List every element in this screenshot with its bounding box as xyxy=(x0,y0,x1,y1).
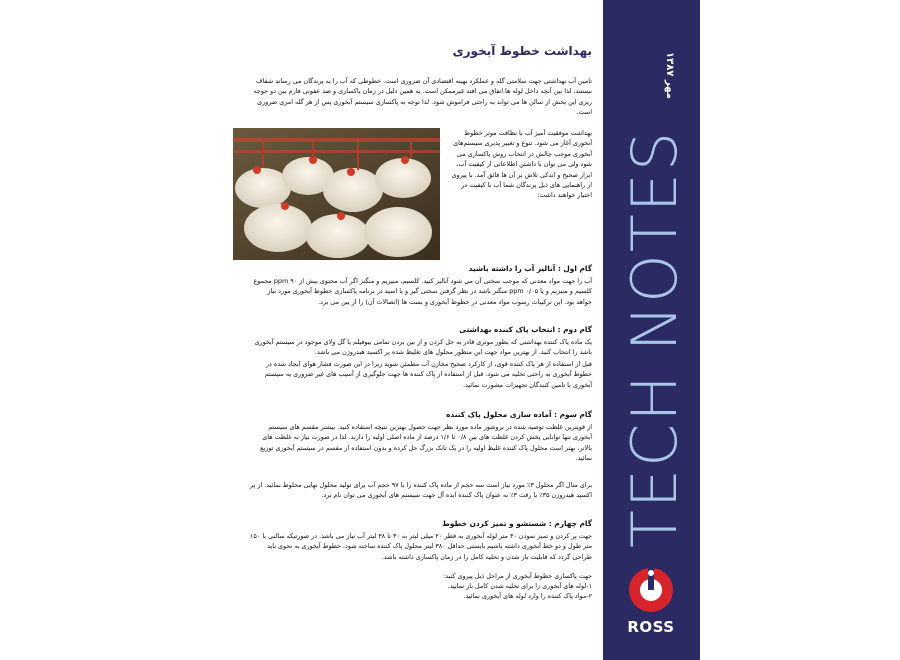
step4-list-item-1: ۱-لوله های آبخوری را برای تخلیه شدن کامل باز نمایید. xyxy=(447,582,592,590)
step3-body-1: از قویترین غلظت توصیه شده در بروشور ماده مورد نظر جهت حصول بهترین نتیجه استفاده کنید. بیشتر مقسم های سیستم آبخوری تنها توانایی پخش کردن غلظت های بین ۰/۸ تا ۱/۶ درصد از ماده اصلی اولیه را دارند. لذا در صورت نیاز به غلظت های بالاتر، بهتر است محلول پاک کننده غلیظ اولیه را در یک تانک بزرگ حل کرده و بدون استفاده از مقسم در سیستم آبخوری توزیع نمائید. xyxy=(260,423,592,463)
step2-body-1: یک ماده پاک کننده بهداشتی که بطور موثری قادر به حل کردن و از بین بردن تمامی بیوفیلم یا گل ولای موجود در سیستم آبخوری باشد را انتخاب کنید. از بهترین مواد جهت این منظور محلول های تغلیظ شده پر اکسید هیدروژن می باشد. xyxy=(254,338,592,357)
step4-list-item-2: ۲-مواد پاک کننده را وارد لوله های آبخوری نمائید. xyxy=(463,592,592,600)
ross-logo-icon xyxy=(623,560,679,618)
step3-body-2: برای مثال اگر محلول ۳٪ مورد نیاز است سه حجم از ماده پاک کننده را با ۹۷ حجم آب برای تولید محلول نهایی مخلوط نمائید. از پر اکسید هیدروژن ۳۵٪ یا رقت ۳٪ به عنوان پاک کننده ایده آل جهت سیستم های آبخوری می توان نام برد. xyxy=(250,481,592,500)
chicken-photo xyxy=(233,128,440,260)
series-title: TECH NOTES xyxy=(618,129,691,548)
article-title: بهداشت خطوط آبخوری xyxy=(452,44,592,58)
intro-paragraph: تامین آب بهداشتی جهت سلامتی گله و عملکرد بهینه اقتصادی آن ضروری است. خطوطی که آب را به پرندگان می رساند شفاف نیستند، لذا بین آنچه داخل لوله ها اتفاق می افتد غیرممکن است. به همین دلیل در زمان پاکسازی و ضد عفونی فارم بین دو جوجه ریزی این بخش از سالن ها می تواند به راحتی فراموش شود. لذا توجه به پاکسازی سیستم آبخوری پس از هر گله امری ضروری است. xyxy=(253,77,592,117)
step4-body-1: جهت پر کردن و تمیز نمودن ۳۰ متر لوله آبخوری به قطر ۲۰ میلی لیتر به ۳۰ تا ۳۸ لیتر آب نیاز می باشد. در صورتیکه سالنی با ۱۵۰ متر طول و دو خط آبخوری داشته باشیم بایستی حداقل ۳۸۰ لیتر محلول پاک کننده ساخته شود. خطوط آبخوری به نحوی باید طراحی گردد که قابلیت باز شدن و تخلیه کامل را در زمان پاکسازی داشته باشد. xyxy=(249,532,592,561)
logo-text: ROSS xyxy=(627,618,675,636)
issue-date: مهر ۱۳۸۷ xyxy=(664,52,675,99)
ross-logo xyxy=(623,560,679,636)
step4-heading: گام چهارم : شستشو و تمیز کردن خطوط xyxy=(442,519,592,528)
side-paragraph: بهداشت موفقیت آمیز آب با نظافت موثر خطوط آبخوری آغاز می شود. تنوع و تغییر پذیری سیستم‌های آبخوری موجب چالش در انتخاب روش پاکسازی می شود ولی می توان با داشتن اطلاعاتی از کیفیت آب، ابزار صحیح و اندکی تلاش بر آن ها فائق آمد. با پیروی از راهنمایی های ذیل پرندگان شما آب با کیفیت در اختیار خواهند داشت: xyxy=(451,129,592,200)
step2-heading: گام دوم : انتخاب پاک کننده بهداشتی xyxy=(459,325,592,334)
step4-list-intro: جهت پاکسازی خطوط آبخوری از مراحل ذیل پیروی کنید: xyxy=(443,572,592,580)
step1-body: آب را جهت مواد معدنی که موجب سختی آن می شود آنالیز کنید. کلسیم، منیزیم و منگنز اگر آب محتوی بیش از ۹۰ ppm مجموع کلسیم و منیزیم و یا ۰/۰۵ ppm منگنز باشد در نظر گرفتن سختی گیر و یا اسید در برنامه پاکسازی خطوط آبخوری مورد نیاز خواهد بود. این ترکیبات رسوب مواد معدنی در خطوط آبخوری و بست ها (اتصالات آن) را از بین می برد. xyxy=(253,277,592,306)
step1-heading: گام اول : آنالیز آب را داشته باشید xyxy=(468,264,592,273)
step2-body-2: قبل از استفاده از هر پاک کننده قوی، از کارکرد صحیح مخازن آب مطمئن شوید زیرا در این صورت فشار هوای ایجاد شده در خطوط آبخوری به راحتی تخلیه می شود. قبل از استفاده از پاک کننده ها جهت جلوگیری از آسیب های غیر ضروری به سیستم آبخوری با تامین کنندگان تجهیزات مشورت نمائید. xyxy=(264,360,592,389)
tech-notes-sidebar xyxy=(603,0,700,660)
step3-heading: گام سوم : آماده سازی محلول پاک کننده xyxy=(446,410,592,419)
